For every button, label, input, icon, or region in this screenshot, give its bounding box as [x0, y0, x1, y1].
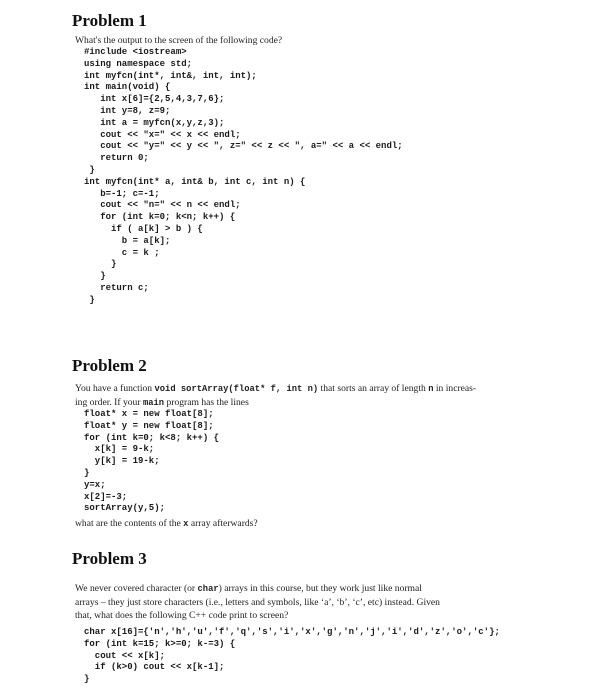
problem-2-intro-text: ing order. If your — [75, 397, 143, 408]
code-line: int x[6]={2,5,4,3,7,6}; — [84, 94, 225, 105]
code-line: return c; — [84, 282, 149, 293]
code-line: int myfcn(int*, int&, int, int); — [84, 70, 257, 81]
problem-3-title: Problem 3 — [72, 549, 147, 568]
code-line: } — [84, 259, 117, 270]
problem-2-question-text: array afterwards? — [188, 518, 258, 529]
code-line: #include <iostream> — [84, 47, 187, 57]
code-line: } — [84, 294, 95, 305]
function-signature: void sortArray(float* f, int n) — [154, 384, 319, 394]
array-variable: x — [183, 519, 189, 529]
problem-3-intro-line-2: arrays – they just store characters (i.e., letters and symbols, like ‘a’, ‘b’, ‘c’, etc) instead. Given — [75, 597, 440, 608]
problem-3-intro — [75, 582, 440, 622]
code-line: cout << x[k]; — [84, 650, 166, 661]
code-line: y=x; — [84, 479, 106, 490]
code-line: } — [84, 674, 90, 685]
problem-2-question — [75, 517, 258, 531]
problem-1-title: Problem 1 — [72, 11, 147, 30]
code-line: x[2]=-3; — [84, 491, 128, 502]
problem-1-question-text: What's the output to the screen of the following code? — [75, 35, 283, 46]
problem-2-question-text: what are the contents of the — [75, 518, 184, 529]
code-line: using namespace std; — [84, 58, 193, 69]
code-line: } — [84, 164, 95, 175]
code-line: y[k] = 19-k; — [84, 456, 160, 467]
problem-3-intro-line-3: that, what does the following C++ code print to screen? — [75, 610, 289, 621]
code-line: } — [84, 467, 90, 478]
problem-1-code-block — [84, 47, 403, 307]
length-variable: n — [428, 384, 434, 394]
problem-2-question-line — [75, 517, 258, 531]
problem-2-intro-text: You have a function — [75, 383, 155, 394]
code-line: int y=8, z=9; — [84, 105, 171, 116]
code-line: char x[16]={'n','h','u','f','q','s','i','x','g','n','j','i','d','z','o','c'}; — [84, 627, 500, 637]
problem-2-title: Problem 2 — [72, 356, 147, 375]
problem-2-intro-line-2 — [75, 396, 476, 410]
code-line: float* x = new float[8]; — [84, 409, 214, 419]
problem-3-intro-text: ) arrays in this course, but they work just like normal — [218, 583, 422, 594]
problem-2-intro-text: in increas- — [433, 383, 477, 394]
code-line: if ( a[k] > b ) { — [84, 223, 203, 234]
code-line: b=-1; c=-1; — [84, 188, 160, 199]
problem-2-code-block — [84, 409, 219, 515]
code-line: int a = myfcn(x,y,z,3); — [84, 117, 225, 128]
code-line: return 0; — [84, 153, 149, 164]
problem-2-intro-line-1 — [75, 382, 476, 396]
problem-2-intro — [75, 382, 476, 410]
problem-3-intro-text: We never covered character (or — [75, 583, 198, 594]
code-line: cout << "n=" << n << endl; — [84, 200, 241, 211]
problem-3-intro-line-1 — [75, 582, 440, 596]
code-line: for (int k=0; k<8; k++) { — [84, 432, 220, 443]
code-line: float* y = new float[8]; — [84, 420, 214, 431]
code-line: sortArray(y,5); — [84, 503, 166, 514]
code-line: b = a[k]; — [84, 235, 171, 246]
code-line: for (int k=15; k>=0; k-=3) { — [84, 638, 236, 649]
main-keyword: main — [142, 398, 165, 408]
problem-2-intro-text: program has the lines — [164, 397, 249, 408]
code-line: x[k] = 9-k; — [84, 444, 155, 455]
code-line: int main(void) { — [84, 82, 171, 93]
code-line: } — [84, 271, 106, 282]
code-line: c = k ; — [84, 247, 160, 258]
problem-1-question — [75, 34, 282, 47]
problem-3-code-block — [84, 627, 500, 686]
code-line: cout << "x=" << x << endl; — [84, 129, 241, 140]
code-line: cout << "y=" << y << ", z=" << z << ", a=" << a << endl; — [84, 141, 403, 152]
problem-2-intro-text: that sorts an array of length — [318, 383, 429, 394]
char-keyword: char — [197, 584, 219, 594]
code-line: if (k>0) cout << x[k-1]; — [84, 662, 225, 673]
code-line: int myfcn(int* a, int& b, int c, int n) { — [84, 176, 306, 187]
code-line: for (int k=0; k<n; k++) { — [84, 212, 236, 223]
